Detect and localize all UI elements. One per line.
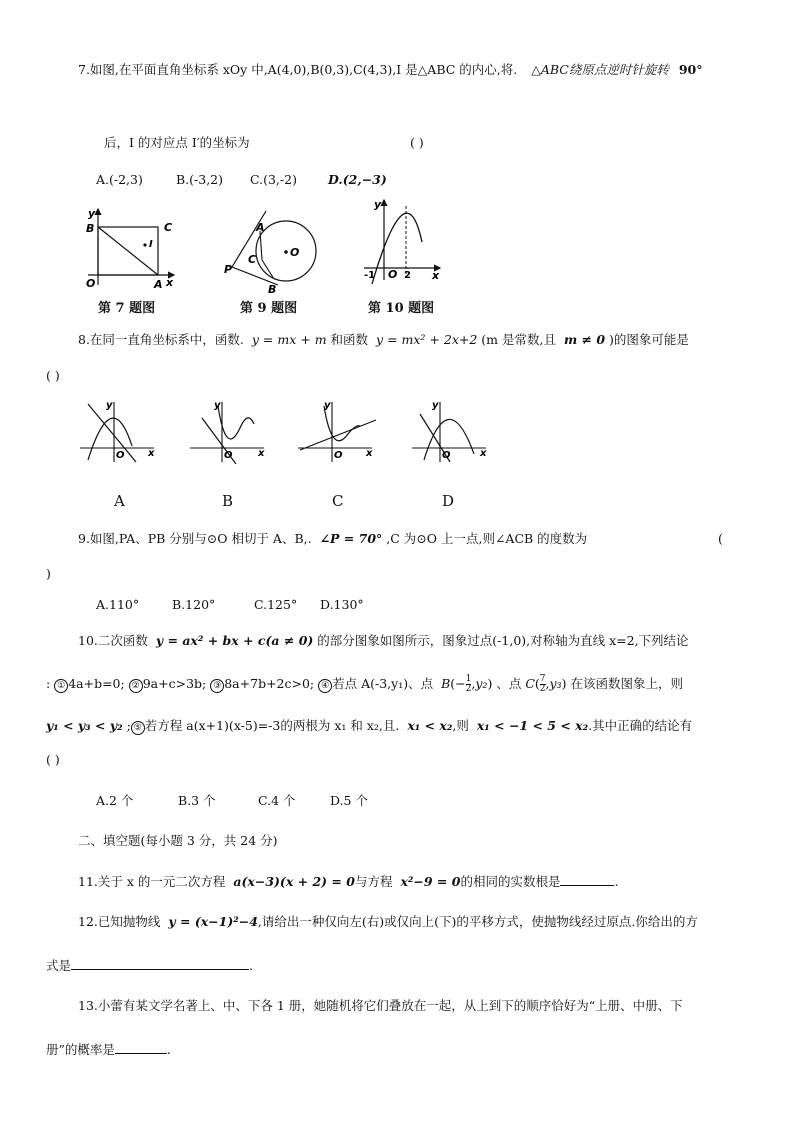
q10-circle-3: ③ xyxy=(210,679,224,693)
q8-text-d: )的图象可能是 xyxy=(609,332,689,347)
figure-10 xyxy=(360,198,450,288)
q8a-line xyxy=(88,404,136,462)
figure-7 xyxy=(82,205,182,290)
fig10-label-y: y xyxy=(374,198,382,211)
q7-option-a: A.(-2,3) xyxy=(96,172,143,187)
fig7-label-o: O xyxy=(86,277,96,290)
q10-c1-text: 4a+b=0; xyxy=(68,676,125,691)
q8a-label-x: x xyxy=(148,448,155,459)
q10-answer-paren: ( ) xyxy=(46,752,60,767)
q12-end: . xyxy=(249,958,253,973)
fig7-caption: 第 7 题图 xyxy=(98,301,156,316)
q8c-label-y: y xyxy=(324,400,331,411)
q8-graph-c xyxy=(296,398,380,464)
fig7-label-y: y xyxy=(88,207,96,220)
q9-text-a: 9.如图,PA、PB 分别与⊙O 相切于 A、B,. xyxy=(78,531,312,546)
q9-option-c: C.125° xyxy=(254,597,298,612)
q10-option-a: A.2 个 xyxy=(96,793,134,808)
q8d-label-y: y xyxy=(432,400,439,411)
fig9-label-b: B xyxy=(268,283,277,295)
q8-text-b: 和函数 xyxy=(330,332,369,347)
q10-point-c-den: 2 xyxy=(539,684,546,694)
q10-point-c-num: 7 xyxy=(539,674,546,684)
q10-point-c-y: y₃ xyxy=(549,676,562,691)
q8-text-a: 8.在同一直角坐标系中，函数. xyxy=(78,332,244,347)
q10-point-c-open: ( xyxy=(534,676,540,691)
fig9-label-o: O xyxy=(290,246,300,259)
figure-9 xyxy=(222,205,322,295)
q12-formula: y = (x−1)²−4 xyxy=(168,914,258,929)
q10-option-c: C.4 个 xyxy=(258,793,296,808)
q10-point-b-comma: , xyxy=(471,676,476,691)
q10-tail: 在该函数图象上，则 xyxy=(570,676,683,691)
q12-line1 xyxy=(78,914,698,930)
q10-circle-2: ② xyxy=(129,679,143,693)
q8c-parabola xyxy=(324,406,360,441)
fig9-label-a: A xyxy=(256,221,265,234)
q8b-label-x: x xyxy=(258,448,265,459)
fig7-diagonal xyxy=(98,227,158,275)
q10-circle-5: ⑤ xyxy=(131,721,145,735)
q7-answer-paren: ( ) xyxy=(410,135,424,150)
q9-option-b: B.120° xyxy=(172,597,216,612)
q7-text: 7.如图,在平面直角坐标系 xOy 中,A(4,0),B(0,3),C(4,3),I 是△ABC 的内心,将. xyxy=(78,62,518,77)
q11-end: . xyxy=(614,874,619,889)
q8-graph-a xyxy=(78,398,158,464)
fig10-caption: 第 10 题图 xyxy=(368,301,435,316)
q10-point-c-comma: , xyxy=(545,676,550,691)
q10-point-b-y: y₂ xyxy=(475,676,488,691)
q10-formula: y = ax² + bx + c(a ≠ 0) xyxy=(155,633,314,648)
q7-text-b: △ABC绕原点逆时针旋转 xyxy=(531,62,669,77)
q8-label-d: D xyxy=(442,492,455,510)
q10-point-b-num: 1 xyxy=(465,674,472,684)
q10-c4-text: 若点 A(-3,y₁)、点 xyxy=(332,676,434,691)
q8a-label-y: y xyxy=(106,400,113,411)
q11-text-c: 的相同的实数根是 xyxy=(460,874,561,889)
q11-text-a: 11.关于 x 的一元二次方程 xyxy=(78,874,226,889)
fig9-label-c: C xyxy=(248,253,257,266)
fig9-caption: 第 9 题图 xyxy=(240,301,298,316)
q10-inequality-3: x₁ < −1 < 5 < x₂ xyxy=(476,718,589,733)
q12-answer-blank[interactable] xyxy=(71,957,249,970)
q11-line xyxy=(78,873,618,890)
q8b-label-y: y xyxy=(214,400,221,411)
q10-line1 xyxy=(78,633,689,649)
q11-formula-2: x²−9 = 0 xyxy=(400,874,461,889)
q8-formula-1: y = mx + m xyxy=(251,332,327,347)
q8-line1 xyxy=(78,332,689,348)
fig7-label-a: A xyxy=(154,278,163,290)
q7-option-d: D.(2,−3) xyxy=(328,172,387,187)
fig10-label-2: 2 xyxy=(404,270,411,281)
q10-c3-text: 8a+7b+2c>0; xyxy=(224,676,315,691)
fig10-label-x: x xyxy=(432,269,440,282)
q10-text-d: ,则 xyxy=(452,718,469,733)
q11-answer-blank[interactable] xyxy=(560,873,614,886)
fig9-label-p: P xyxy=(224,263,233,276)
fig7-label-x: x xyxy=(166,276,174,289)
q9-option-a: A.110° xyxy=(96,597,140,612)
q10-text-b: 的部分图象如图所示，图象过点(-1,0),对称轴为直线 x=2,下列结论 xyxy=(317,633,689,648)
q10-point-b-den: 2 xyxy=(465,684,472,694)
q7-option-c: C.(3,-2) xyxy=(250,172,297,187)
fig10-label-neg1: -1 xyxy=(364,270,376,281)
fig9-chord-cb xyxy=(262,260,274,279)
fig7-point-i xyxy=(143,243,146,246)
q10-point-b-open: (− xyxy=(450,676,466,691)
fig7-label-c: C xyxy=(164,221,173,234)
q8-graph-b xyxy=(188,398,268,464)
q8-text-c: (m 是常数,且 xyxy=(481,332,556,347)
q7-degree: 90° xyxy=(678,62,703,77)
q8-answer-paren: ( ) xyxy=(46,368,60,383)
fig7-label-i: I xyxy=(149,239,153,250)
q8-formula-3: m ≠ 0 xyxy=(563,332,606,347)
q13-line1: 13.小蕾有某文学名著上、中、下各 1 册，她随机将它们叠放在一起，从上到下的顺序恰好为“上册、中册、下 xyxy=(78,998,683,1013)
q7-text-2: 后，I 的对应点 I′的坐标为 xyxy=(104,135,250,150)
q13-answer-blank[interactable] xyxy=(115,1041,167,1054)
fig9-center xyxy=(284,250,288,254)
q10-point-b: B xyxy=(441,676,451,691)
q9-text-b: ,C 为⊙O 上一点,则∠ACB 的度数为 xyxy=(386,531,588,546)
fig7-label-b: B xyxy=(86,222,95,235)
q11-formula-1: a(x−3)(x + 2) = 0 xyxy=(233,874,355,889)
section-2-title: 二、填空题(每小题 3 分，共 24 分) xyxy=(78,833,278,848)
q8a-label-o: O xyxy=(116,450,125,461)
q10-text-e: .其中正确的结论有 xyxy=(588,718,693,733)
q8-label-b: B xyxy=(222,492,234,510)
q10-text-c: 若方程 a(x+1)(x-5)=-3的两根为 x₁ 和 x₂,且. xyxy=(144,718,400,733)
q8-formula-2: y = mx² + 2x+2 xyxy=(376,332,478,347)
q10-lead: : xyxy=(46,676,51,691)
q8c-line xyxy=(300,420,376,450)
q7-line2 xyxy=(104,135,250,151)
q8-label-a: A xyxy=(114,492,125,510)
q10-line2 xyxy=(46,675,683,694)
q10-option-b: B.3 个 xyxy=(178,793,216,808)
q8b-parabola xyxy=(218,406,254,439)
q9-paren-close: ) xyxy=(46,566,51,581)
q10-option-d: D.5 个 xyxy=(330,793,368,808)
q9-paren-open: ( xyxy=(718,531,723,546)
q8-label-c: C xyxy=(332,492,344,510)
q10-mid: 、点 xyxy=(496,676,522,691)
q12-line2-text: 式是 xyxy=(46,958,72,973)
fig10-label-o: O xyxy=(388,268,398,281)
q7-line1 xyxy=(78,62,702,78)
q10-point-b-close: ) xyxy=(487,676,493,691)
q10-inequality-2: x₁ < x₂ xyxy=(407,718,453,733)
q10-line3 xyxy=(46,718,692,735)
q9-angle: ∠P = 70° xyxy=(319,531,383,546)
q8b-label-o: O xyxy=(224,450,233,461)
q8d-label-o: O xyxy=(442,450,451,461)
q12-text-b: ,请给出一种仅向左(右)或仅向上(下)的平移方式，使抛物线经过原点.你给出的方 xyxy=(257,914,698,929)
q8d-label-x: x xyxy=(480,448,487,459)
q10-point-c-close: ) xyxy=(561,676,567,691)
q8a-parabola xyxy=(88,418,132,460)
q11-text-b: 与方程 xyxy=(354,874,393,889)
q9-option-d: D.130° xyxy=(320,597,364,612)
q10-circle-4: ④ xyxy=(318,679,332,693)
q10-circle-1: ① xyxy=(54,679,68,693)
q13-line2-text: 册”的概率是 xyxy=(46,1042,115,1057)
q10-c2-text: 9a+c>3b; xyxy=(142,676,207,691)
q12-text-a: 12.已知抛物线 xyxy=(78,914,161,929)
q9-line1 xyxy=(78,531,587,547)
q10-text-a: 10.二次函数 xyxy=(78,633,148,648)
q8-graph-d xyxy=(410,398,494,464)
q8c-label-o: O xyxy=(334,450,343,461)
q10-inequality: y₁ < y₃ < y₂ xyxy=(46,718,123,733)
q10-point-c: C xyxy=(525,676,535,691)
q13-end: . xyxy=(166,1042,171,1057)
q13-line2 xyxy=(46,1041,171,1058)
q7-option-b: B.(-3,2) xyxy=(176,172,224,187)
q12-line2 xyxy=(46,957,253,974)
q10-semicolon: ; xyxy=(126,718,131,733)
q8c-label-x: x xyxy=(366,448,373,459)
